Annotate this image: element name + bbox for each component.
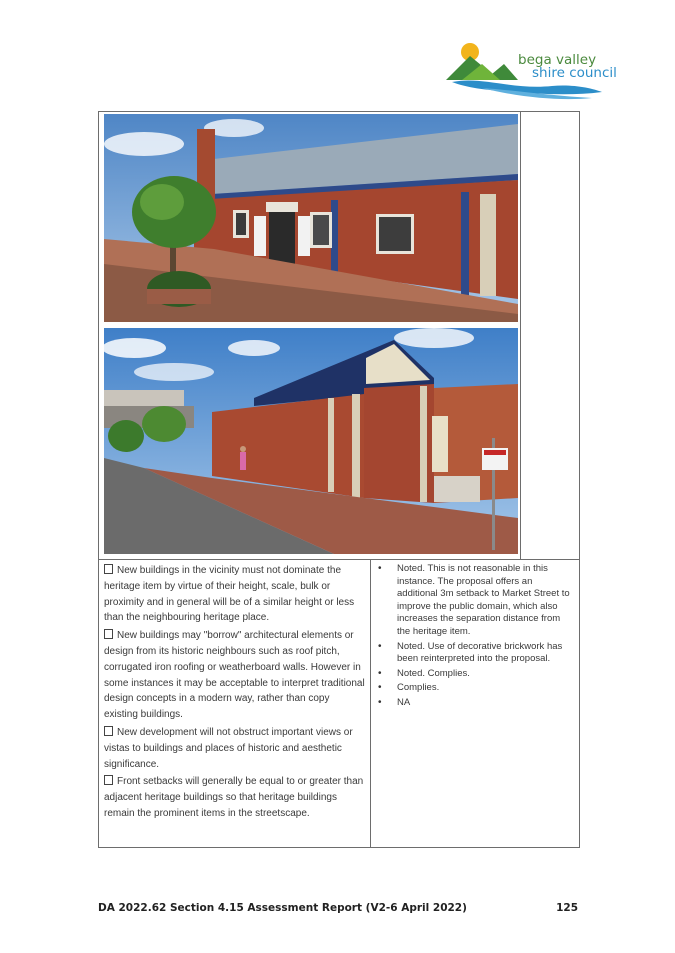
heritage-building-front-photo	[104, 114, 518, 322]
criterion-3: New development will not obstruct important views or vistas to buildings and places of historic and aesthetic significance.	[104, 726, 353, 770]
checkbox-icon	[104, 564, 113, 574]
responses-cell	[371, 560, 579, 847]
response-list	[371, 560, 579, 710]
criterion-2: New buildings may "borrow" architectural elements or design from its historic neighbours such as roof pitch, corrugated iron roofing or weatherboard walls. However in some instances it may be acceptable to interpret traditional design concepts in a modern way, rather than copy existing buildings.	[104, 630, 365, 721]
page-number: 125	[556, 902, 578, 914]
column-divider	[520, 112, 521, 559]
logo-line-2: shire council	[532, 65, 617, 81]
criteria-cell	[99, 560, 371, 847]
report-title: DA 2022.62 Section 4.15 Assessment Report (V2-6 April 2022)	[98, 902, 467, 914]
checkbox-icon	[104, 726, 113, 736]
checkbox-icon	[104, 775, 113, 785]
logo-text	[518, 54, 617, 80]
checkbox-icon	[104, 629, 113, 639]
response-item: • Noted. This is not reasonable in this instance. The proposal offers an additional 3m setback to Market Street to improve the public domain, which also increases the separation distance from the heritage item.	[375, 563, 573, 639]
response-item: • Complies.	[375, 682, 573, 695]
page-footer	[98, 902, 580, 914]
response-item: • Noted. Complies.	[375, 668, 573, 681]
response-item: • Noted. Use of decorative brickwork has been reinterpreted into the proposal.	[375, 641, 573, 666]
heritage-building-corner-photo	[104, 328, 518, 554]
response-item: • NA	[375, 697, 573, 710]
assessment-table	[98, 111, 580, 848]
criterion-1: New buildings in the vicinity must not dominate the heritage item by virtue of their height, scale, bulk or proximity and in general will be of a similar height or less than the neighbouring heritage place.	[104, 565, 355, 624]
criterion-4: Front setbacks will generally be equal to or greater than adjacent heritage buildings so that heritage buildings remain the prominent items in the streetscape.	[104, 776, 364, 819]
logo-line-1: bega valley	[518, 52, 597, 68]
photo-cell	[99, 112, 579, 560]
